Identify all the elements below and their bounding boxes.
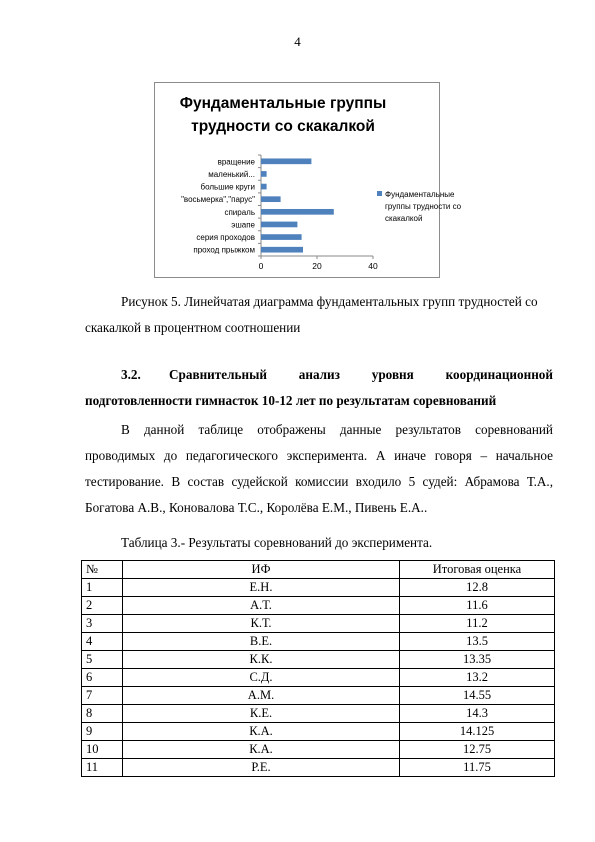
cell-score: 12.8 — [400, 579, 555, 597]
table-row — [82, 597, 555, 615]
cell-score: 13.2 — [400, 669, 555, 687]
table-caption: Таблица 3.- Результаты соревнований до эксперимента. — [121, 535, 433, 550]
cell-number: 10 — [82, 741, 123, 759]
legend-swatch — [377, 191, 382, 196]
cell-name: К.А. — [123, 723, 400, 741]
cell-number: 6 — [82, 669, 123, 687]
cell-name: А.М. — [123, 687, 400, 705]
category-label: "восьмерка","парус" — [181, 195, 255, 205]
category-label: вращение — [217, 157, 255, 167]
chart-title-line: Фундаментальные группы — [179, 95, 387, 112]
section-title: Сравнительный анализ уровня координационной подготовленности гимнасток 10-12 лет по результатам соревнований — [85, 367, 553, 408]
cell-name: К.Т. — [123, 615, 400, 633]
body-paragraph: В данной таблице отображены данные результатов соревнований проводимых до педагогического эксперимента. А иначе говоря – начальное тестирование. В состав судейской комиссии входило 5 судей: Абрамова Т.А., Богатова А.В., Коновалова Т.С., Королёва Е.М., Пивень Е.А.. — [85, 422, 553, 515]
cell-score: 14.125 — [400, 723, 555, 741]
table-row — [82, 759, 555, 777]
cell-score: 12.75 — [400, 741, 555, 759]
chart-svg — [155, 83, 462, 279]
table-row — [82, 669, 555, 687]
cell-name: Е.Н. — [123, 579, 400, 597]
cell-score: 14.55 — [400, 687, 555, 705]
cell-name: С.Д. — [123, 669, 400, 687]
chart-bar — [261, 209, 334, 215]
header-number: № — [82, 561, 123, 579]
header-score: Итоговая оценка — [400, 561, 555, 579]
cell-number: 5 — [82, 651, 123, 669]
chart-bar — [261, 158, 311, 164]
category-label: серия проходов — [196, 233, 255, 243]
page-number: 4 — [294, 34, 301, 49]
chart-bar — [261, 196, 281, 202]
cell-score: 11.2 — [400, 615, 555, 633]
header-name: ИФ — [123, 561, 400, 579]
table-row — [82, 579, 555, 597]
chart-bar — [261, 184, 267, 190]
chart-bar — [261, 222, 297, 228]
figure-caption: Рисунок 5. Линейчатая диаграмма фундаментальных групп трудностей со скакалкой в процентном соотношении — [85, 294, 538, 335]
cell-score: 14.3 — [400, 705, 555, 723]
cell-name: Р.Е. — [123, 759, 400, 777]
cell-number: 3 — [82, 615, 123, 633]
cell-number: 7 — [82, 687, 123, 705]
section-number: 3.2. — [121, 367, 141, 382]
cell-score: 11.75 — [400, 759, 555, 777]
x-tick-label: 40 — [368, 261, 378, 271]
cell-number: 11 — [82, 759, 123, 777]
cell-number: 4 — [82, 633, 123, 651]
category-label: проход прыжком — [193, 245, 255, 255]
cell-name: В.Е. — [123, 633, 400, 651]
cell-number: 8 — [82, 705, 123, 723]
legend-label: скакалкой — [385, 214, 423, 223]
cell-name: К.А. — [123, 741, 400, 759]
cell-name: А.Т. — [123, 597, 400, 615]
chart-bar — [261, 171, 267, 177]
cell-score: 13.35 — [400, 651, 555, 669]
chart-bar — [261, 247, 303, 253]
x-tick-label: 0 — [258, 261, 264, 271]
chart-bar — [261, 234, 302, 240]
table-row — [82, 741, 555, 759]
cell-score: 13.5 — [400, 633, 555, 651]
cell-score: 11.6 — [400, 597, 555, 615]
category-label: эшапе — [231, 220, 255, 230]
category-label: большие круги — [200, 182, 255, 192]
table-header-row — [82, 561, 555, 579]
legend-label: Фундаментальные — [385, 190, 455, 199]
category-label: маленький... — [208, 169, 255, 179]
table-row — [82, 633, 555, 651]
category-label: спираль — [224, 207, 255, 217]
bar-chart — [154, 82, 462, 278]
cell-name: К.К. — [123, 651, 400, 669]
legend-label: группы трудности со — [385, 202, 462, 211]
section-heading — [85, 362, 553, 414]
table-row — [82, 687, 555, 705]
cell-number: 1 — [82, 579, 123, 597]
cell-number: 2 — [82, 597, 123, 615]
chart-title-line: трудности со скакалкой — [191, 118, 375, 135]
table-row — [82, 615, 555, 633]
x-tick-label: 20 — [312, 261, 322, 271]
table-row — [82, 723, 555, 741]
cell-number: 9 — [82, 723, 123, 741]
table-row — [82, 651, 555, 669]
cell-name: К.Е. — [123, 705, 400, 723]
table-row — [82, 705, 555, 723]
results-table — [81, 560, 555, 777]
